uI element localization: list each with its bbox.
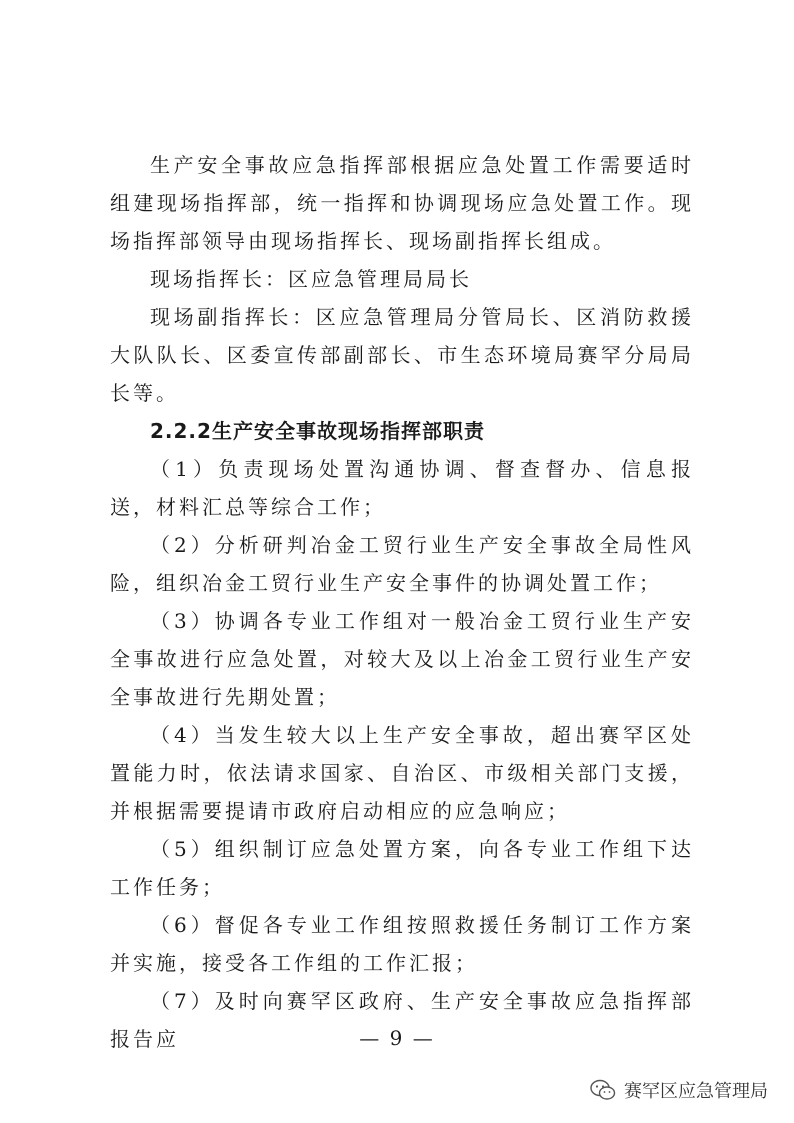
paragraph: （7）及时向赛罕区政府、生产安全事故应急指挥部报告应 — [110, 989, 694, 1051]
paragraph: （4）当发生较大以上生产安全事故，超出赛罕区处置能力时，依法请求国家、自治区、市级相关部门支援，并根据需要提请市政府启动相应的应急响应； — [110, 723, 694, 823]
paragraph: （5）组织制订应急处置方案，向各专业工作组下达工作任务； — [110, 837, 694, 899]
paragraph: 现场副指挥长：区应急管理局分管局长、区消防救援大队队长、区委宣传部副部长、市生态环境局赛罕分局局长等。 — [110, 305, 694, 405]
watermark-text: 赛罕区应急管理局 — [624, 1081, 768, 1102]
paragraph: （6）督促各专业工作组按照救援任务制订工作方案并实施，接受各工作组的工作汇报； — [110, 913, 694, 975]
page-number: — 9 — — [359, 1026, 435, 1050]
paragraph: 生产安全事故应急指挥部根据应急处置工作需要适时组建现场指挥部，统一指挥和协调现场应急处置工作。现场指挥部领导由现场指挥长、现场副指挥长组成。 — [110, 153, 694, 253]
paragraph: （3）协调各专业工作组对一般冶金工贸行业生产安全事故进行应急处置，对较大及以上冶金工贸行业生产安全事故进行先期处置； — [110, 609, 694, 709]
document-body — [110, 146, 694, 1058]
watermark — [590, 1076, 768, 1104]
wechat-icon — [590, 1079, 616, 1101]
paragraph: （1）负责现场处置沟通协调、督查督办、信息报送，材料汇总等综合工作； — [110, 457, 694, 519]
section-heading: 2.2.2生产安全事故现场指挥部职责 — [150, 419, 485, 443]
paragraph: （2）分析研判冶金工贸行业生产安全事故全局性风险，组织冶金工贸行业生产安全事件的协调处置工作； — [110, 533, 694, 595]
paragraph: 现场指挥长：区应急管理局局长 — [150, 267, 472, 291]
